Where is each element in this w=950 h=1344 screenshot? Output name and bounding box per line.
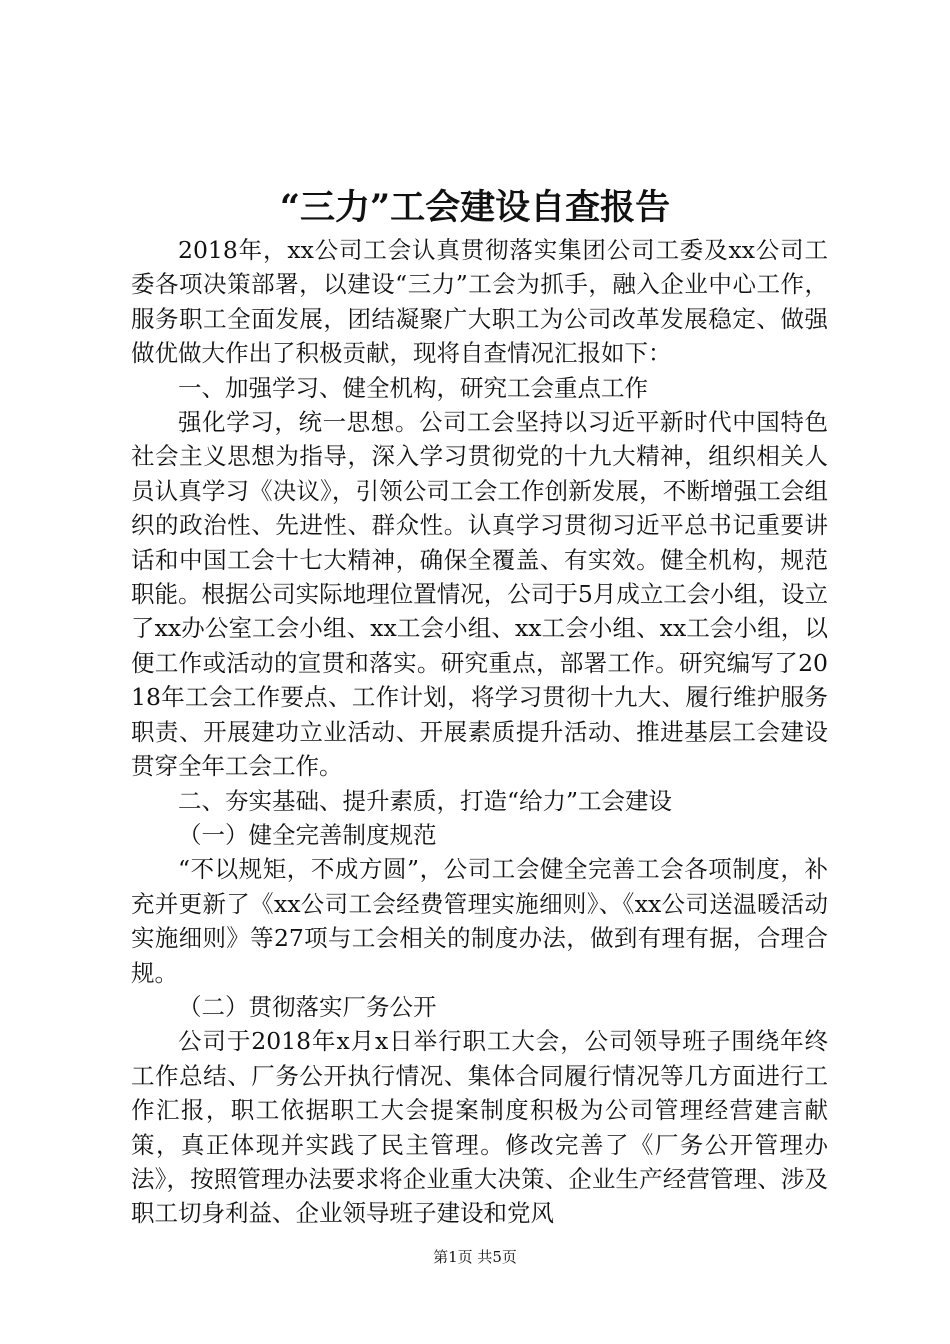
subsection-heading-1: （一）健全完善制度规范 xyxy=(178,820,437,849)
page-number: 第1页 共5页 xyxy=(433,1248,517,1266)
section-heading-1: 一、加强学习、健全机构，研究工会重点工作 xyxy=(178,373,648,402)
document-body xyxy=(131,233,828,1231)
paragraph-regulations: “不以规矩，不成方圆”，公司工会健全完善工会各项制度，补充并更新了《xx公司工会经费管理实施细则》、《xx公司送温暖活动实施细则》等27项与工会相关的制度办法，做到有理有据，合理合规。 xyxy=(131,855,828,987)
paragraph-study-organization: 强化学习，统一思想。公司工会坚持以习近平新时代中国特色社会主义思想为指导，深入学习贯彻党的十九大精神，组织相关人员认真学习《决议》，引领公司工会工作创新发展，不断增强工会组织的政治性、先进性、群众性。认真学习贯彻习近平总书记重要讲话和中国工会十七大精神，确保全覆盖、有实效。健全机构，规范职能。根据公司实际地理位置情况，公司于5月成立工会小组，设立了xx办公室工会小组、xx工会小组、xx工会小组、xx工会小组，以便工作或活动的宣贯和落实。研究重点，部署工作。研究编写了2018年工会工作要点、工作计划，将学习贯彻十九大、履行维护服务职责、开展建功立业活动、开展素质提升活动、推进基层工会建设贯穿全年工会工作。 xyxy=(131,408,828,781)
subsection-heading-2: （二）贯彻落实厂务公开 xyxy=(178,992,437,1021)
section-heading-2: 二、夯实基础、提升素质，打造“给力”工会建设 xyxy=(178,786,673,815)
paragraph-factory-affairs: 公司于2018年x月x日举行职工大会，公司领导班子围绕年终工作总结、厂务公开执行情况、集体合同履行情况等几方面进行工作汇报，职工依据职工大会提案制度积极为公司管理经营建言献策，真正体现并实践了民主管理。修改完善了《厂务公开管理办法》，按照管理办法要求将企业重大决策、企业生产经营管理、涉及职工切身利益、企业领导班子建设和党风 xyxy=(131,1027,828,1228)
document-title: “三力”工会建设自查报告 xyxy=(279,187,671,228)
paragraph-intro: 2018年，xx公司工会认真贯彻落实集团公司工委及xx公司工委各项决策部署，以建设“三力”工会为抓手，融入企业中心工作，服务职工全面发展，团结凝聚广大职工为公司改革发展稳定、做强做优做大作出了积极贡献，现将自查情况汇报如下： xyxy=(131,236,828,368)
